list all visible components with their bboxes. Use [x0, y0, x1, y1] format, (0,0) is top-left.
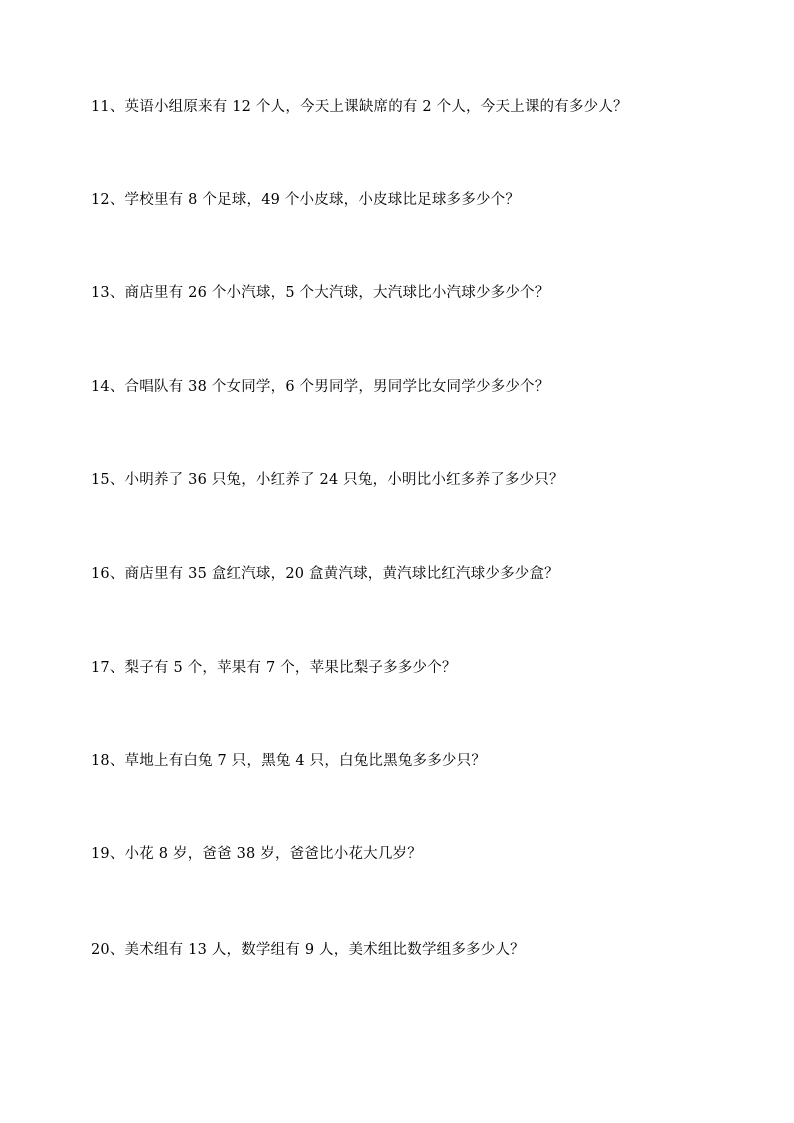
- question-11: 11、英语小组原来有 12 个人，今天上课缺席的有 2 个人，今天上课的有多少人？: [91, 99, 628, 115]
- question-17: 17、梨子有 5 个，苹果有 7 个，苹果比梨子多多少个？: [91, 660, 457, 676]
- question-20: 20、美术组有 13 人，数学组有 9 人，美术组比数学组多多少人？: [91, 942, 525, 958]
- question-18: 18、草地上有白兔 7 只，黑兔 4 只，白兔比黑兔多多少只？: [91, 753, 487, 769]
- question-16: 16、商店里有 35 盒红汽球，20 盒黄汽球，黄汽球比红汽球少多少盒？: [91, 566, 559, 582]
- question-13: 13、商店里有 26 个小汽球，5 个大汽球，大汽球比小汽球少多少个？: [91, 285, 550, 301]
- question-19: 19、小花 8 岁，爸爸 38 岁，爸爸比小花大几岁？: [91, 846, 422, 862]
- question-12: 12、学校里有 8 个足球，49 个小皮球，小皮球比足球多多少个？: [91, 192, 521, 208]
- question-14: 14、合唱队有 38 个女同学，6 个男同学，男同学比女同学少多少个？: [91, 379, 550, 395]
- question-15: 15、小明养了 36 只兔，小红养了 24 只兔，小明比小红多养了多少只？: [91, 472, 564, 488]
